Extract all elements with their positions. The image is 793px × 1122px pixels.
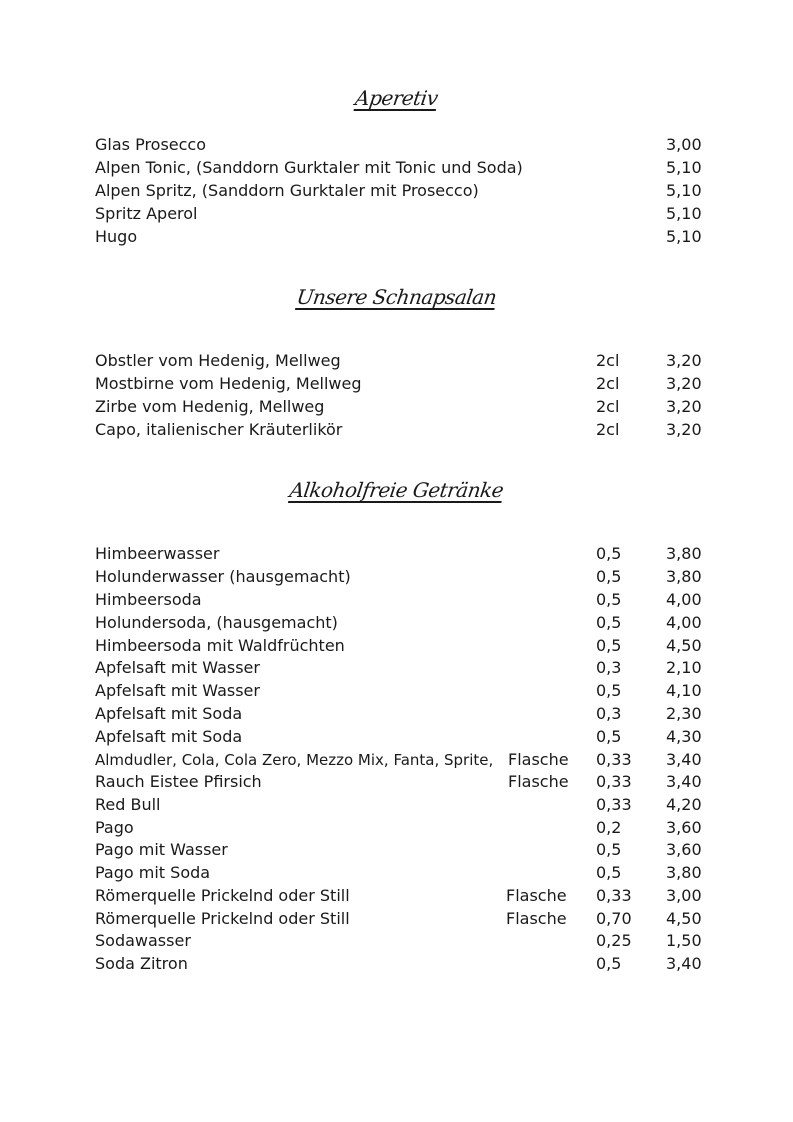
item-quantity: 0,5 <box>596 590 622 609</box>
menu-row <box>0 134 793 156</box>
item-name: Himbeersoda mit Waldfrüchten <box>95 636 345 655</box>
item-unit: Flasche <box>508 772 569 791</box>
item-name: Römerquelle Prickelnd oder Still <box>95 909 350 928</box>
item-price: 3,00 <box>666 886 702 905</box>
menu-row <box>0 794 793 816</box>
item-price: 3,60 <box>666 840 702 859</box>
menu-row <box>0 635 793 657</box>
menu-row <box>0 749 793 771</box>
item-price: 4,00 <box>666 613 702 632</box>
item-quantity: 2cl <box>596 420 620 439</box>
item-quantity: 0,5 <box>596 863 622 882</box>
item-name: Pago mit Wasser <box>95 840 228 859</box>
menu-row <box>0 589 793 611</box>
menu-row <box>0 543 793 565</box>
item-name: Zirbe vom Hedenig, Mellweg <box>95 397 325 416</box>
menu-row <box>0 157 793 179</box>
item-name: Hugo <box>95 227 138 246</box>
item-unit: Flasche <box>506 909 567 928</box>
item-name: Red Bull <box>95 795 161 814</box>
item-price: 3,40 <box>666 772 702 791</box>
item-quantity: 2cl <box>596 397 620 416</box>
item-name: Alpen Tonic, (Sanddorn Gurktaler mit Tonic und Soda) <box>95 158 523 177</box>
item-name: Rauch Eistee Pfirsich <box>95 772 262 791</box>
item-quantity: 0,2 <box>596 818 622 837</box>
item-name: Soda Zitron <box>95 954 188 973</box>
item-name: Himbeersoda <box>95 590 202 609</box>
menu-row <box>0 839 793 861</box>
item-quantity: 0,5 <box>596 636 622 655</box>
item-quantity: 0,70 <box>596 909 632 928</box>
item-unit: Flasche <box>506 886 567 905</box>
item-quantity: 0,5 <box>596 954 622 973</box>
menu-row <box>0 771 793 793</box>
item-price: 4,00 <box>666 590 702 609</box>
item-price: 3,00 <box>666 135 702 154</box>
item-name: Pago <box>95 818 134 837</box>
item-unit: Flasche <box>508 750 569 769</box>
section-title-schnapsalan: Unsere Schnapsalan <box>295 285 498 309</box>
item-name: Apfelsaft mit Soda <box>95 704 243 723</box>
item-price: 3,40 <box>666 750 702 769</box>
item-name: Holunderwasser (hausgemacht) <box>95 567 351 586</box>
item-quantity: 2cl <box>596 351 620 370</box>
menu-row <box>0 953 793 975</box>
item-price: 3,20 <box>666 351 702 370</box>
item-quantity: 0,5 <box>596 727 622 746</box>
menu-row <box>0 817 793 839</box>
item-price: 4,10 <box>666 681 702 700</box>
menu-row <box>0 680 793 702</box>
menu-row <box>0 885 793 907</box>
item-quantity: 0,33 <box>596 795 632 814</box>
item-price: 4,30 <box>666 727 702 746</box>
item-price: 5,10 <box>666 158 702 177</box>
item-name: Capo, italienischer Kräuterlikör <box>95 420 343 439</box>
item-price: 1,50 <box>666 931 702 950</box>
menu-row <box>0 203 793 225</box>
item-price: 5,10 <box>666 181 702 200</box>
menu-row <box>0 373 793 395</box>
menu-row <box>0 862 793 884</box>
item-quantity: 0,33 <box>596 750 632 769</box>
menu-row <box>0 419 793 441</box>
menu-row <box>0 930 793 952</box>
item-price: 3,80 <box>666 863 702 882</box>
menu-row <box>0 703 793 725</box>
item-quantity: 2cl <box>596 374 620 393</box>
item-price: 3,20 <box>666 374 702 393</box>
menu-row <box>0 726 793 748</box>
menu-row <box>0 226 793 248</box>
item-quantity: 0,5 <box>596 613 622 632</box>
menu-row <box>0 396 793 418</box>
item-quantity: 0,33 <box>596 886 632 905</box>
item-price: 2,10 <box>666 658 702 677</box>
item-price: 3,80 <box>666 567 702 586</box>
item-price: 5,10 <box>666 204 702 223</box>
item-name: Himbeerwasser <box>95 544 220 563</box>
item-quantity: 0,5 <box>596 544 622 563</box>
item-quantity: 0,5 <box>596 567 622 586</box>
item-quantity: 0,3 <box>596 704 622 723</box>
item-name: Sodawasser <box>95 931 191 950</box>
item-quantity: 0,5 <box>596 840 622 859</box>
item-name: Apfelsaft mit Soda <box>95 727 243 746</box>
item-name: Spritz Aperol <box>95 204 198 223</box>
item-name: Obstler vom Hedenig, Mellweg <box>95 351 341 370</box>
item-price: 4,50 <box>666 636 702 655</box>
menu-row <box>0 908 793 930</box>
item-name: Alpen Spritz, (Sanddorn Gurktaler mit Prosecco) <box>95 181 479 200</box>
item-price: 3,80 <box>666 544 702 563</box>
menu-row <box>0 566 793 588</box>
item-price: 4,50 <box>666 909 702 928</box>
section-title-alkoholfreie-getraenke: Alkoholfreie Getränke <box>288 478 505 502</box>
item-name: Holundersoda, (hausgemacht) <box>95 613 338 632</box>
item-name: Almdudler, Cola, Cola Zero, Mezzo Mix, Fanta, Sprite, <box>95 751 494 769</box>
item-price: 3,40 <box>666 954 702 973</box>
menu-row <box>0 180 793 202</box>
item-quantity: 0,3 <box>596 658 622 677</box>
item-price: 3,60 <box>666 818 702 837</box>
item-name: Glas Prosecco <box>95 135 207 154</box>
section-title-aperetiv: Aperetiv <box>353 86 440 110</box>
menu-row <box>0 350 793 372</box>
item-quantity: 0,25 <box>596 931 632 950</box>
item-name: Apfelsaft mit Wasser <box>95 658 260 677</box>
item-price: 3,20 <box>666 420 702 439</box>
item-name: Römerquelle Prickelnd oder Still <box>95 886 350 905</box>
item-name: Apfelsaft mit Wasser <box>95 681 260 700</box>
item-price: 5,10 <box>666 227 702 246</box>
menu-row <box>0 612 793 634</box>
item-price: 4,20 <box>666 795 702 814</box>
item-name: Mostbirne vom Hedenig, Mellweg <box>95 374 362 393</box>
item-quantity: 0,5 <box>596 681 622 700</box>
item-price: 2,30 <box>666 704 702 723</box>
item-quantity: 0,33 <box>596 772 632 791</box>
menu-row <box>0 657 793 679</box>
item-name: Pago mit Soda <box>95 863 211 882</box>
item-price: 3,20 <box>666 397 702 416</box>
